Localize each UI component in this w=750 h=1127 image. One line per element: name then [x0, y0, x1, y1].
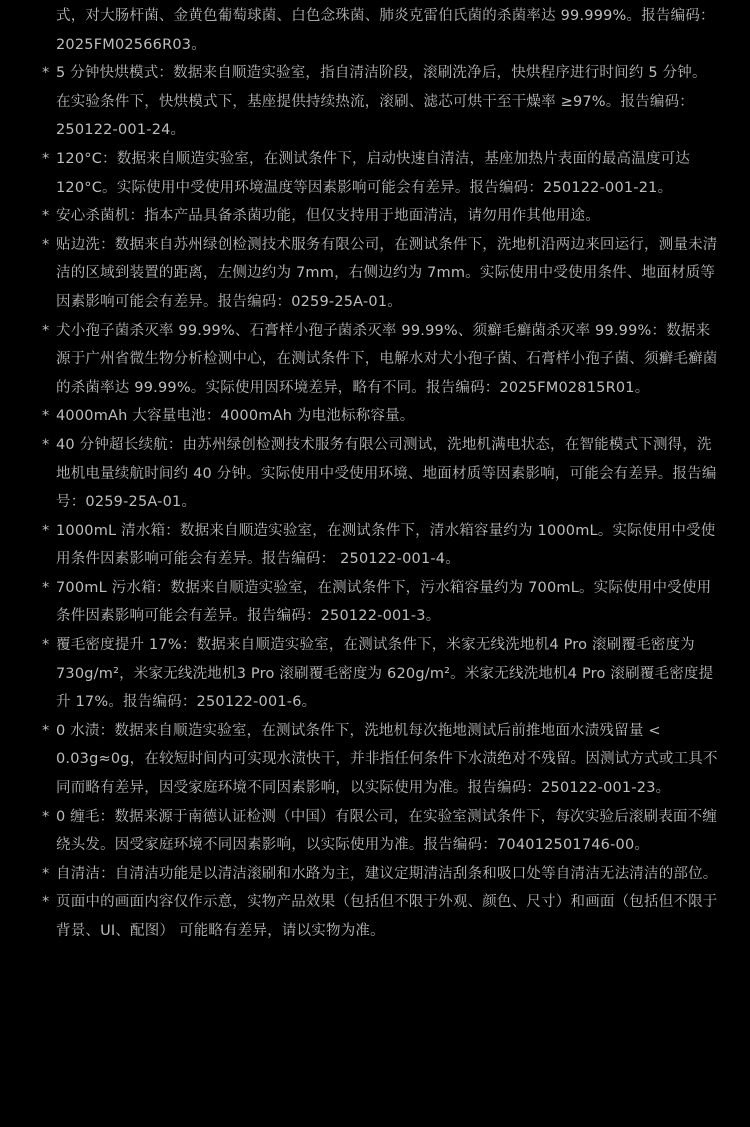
note-item: [0, 860, 750, 889]
asterisk-bullet: *: [42, 408, 50, 425]
note-item: [0, 574, 750, 631]
note-item: [0, 431, 750, 517]
note-text: 5 分钟快烘模式：数据来自顺造实验室，指自清洁阶段，滚刷洗净后，快烘程序进行时间约 5 分钟。在实验条件下，快烘模式下，基座提供持续热流，滚刷、滤芯可烘干至干燥率 ≥97%。报告编码：250122-001-24。: [56, 65, 707, 139]
note-text: 40 分钟超长续航：由苏州绿创检测技术服务有限公司测试，洗地机满电状态，在智能模式下测得，洗地机电量续航时间约 40 分钟。实际使用中受使用环境、地面材质等因素影响，可能会有差异。报告编号：0259-25A-01。: [56, 436, 717, 511]
note-item: [0, 717, 750, 803]
note-item: [0, 402, 750, 431]
note-text: 安心杀菌机：指本产品具备杀菌功能，但仅支持用于地面清洁，请勿用作其他用途。: [56, 208, 600, 225]
asterisk-bullet: *: [42, 894, 50, 911]
asterisk-bullet: *: [42, 236, 50, 253]
asterisk-bullet: *: [42, 208, 50, 225]
note-text: 700mL 污水箱：数据来自顺造实验室，在测试条件下，污水箱容量约为 700mL。实际使用中受使用条件因素影响可能会有差异。报告编码：250122-001-3。: [56, 579, 712, 625]
note-item: [0, 631, 750, 717]
asterisk-bullet: *: [42, 436, 50, 453]
note-text: 0 缠毛：数据来源于南德认证检测（中国）有限公司，在实验室测试条件下，每次实验后滚刷表面不缠绕头发。因受家庭环境不同因素影响，以实际使用为准。报告编码：704012501746-00。: [56, 808, 718, 854]
note-text: 覆毛密度提升 17%：数据来自顺造实验室，在测试条件下，米家无线洗地机4 Pro 滚刷覆毛密度为 730g/m²，米家无线洗地机3 Pro 滚刷覆毛密度为 620g/m²。米家无线洗地机4 Pro 滚刷覆毛密度提升 17%。报告编码：250122-001-6。: [56, 637, 714, 711]
asterisk-bullet: *: [42, 522, 50, 539]
asterisk-bullet: *: [42, 722, 50, 739]
note-item: [0, 888, 750, 945]
note-item: [0, 202, 750, 231]
note-text: 自清洁：自清洁功能是以清洁滚刷和水路为主，建议定期清洁刮条和吸口处等自清洁无法清洁的部位。: [56, 865, 718, 882]
note-text: 0 水渍：数据来自顺造实验室，在测试条件下，洗地机每次拖地测试后前推地面水渍残留量 < 0.03g≈0g，在较短时间内可实现水渍快干，并非指任何条件下水渍绝对不残留。因测试方式或工具不同而略有差异，因受家庭环境不同因素影响，以实际使用为准。报告编码：250122-001-23。: [56, 722, 718, 797]
note-text: 犬小孢子菌杀灭率 99.99%、石膏样小孢子菌杀灭率 99.99%、须癣毛癣菌杀灭率 99.99%：数据来源于广州省微生物分析检测中心，在测试条件下，电解水对犬小孢子菌、石膏样小孢子菌、须癣毛癣菌的杀菌率达 99.99%。实际使用因环境差异，略有不同。报告编码：2025FM02815R01。: [56, 322, 718, 396]
asterisk-bullet: *: [42, 150, 50, 167]
note-text: 页面中的画面内容仅作示意，实物产品效果（包括但不限于外观、颜色、尺寸）和画面（包括但不限于背景、UI、配图） 可能略有差异，请以实物为准。: [56, 894, 718, 939]
asterisk-bullet: *: [42, 865, 50, 882]
note-item: [0, 231, 750, 317]
note-text: 1000mL 清水箱：数据来自顺造实验室，在测试条件下，清水箱容量约为 1000mL。实际使用中受使用条件因素影响可能会有差异。报告编码： 250122-001-4。: [56, 522, 716, 568]
continued-note-text: 式，对大肠杆菌、金黄色葡萄球菌、白色念珠菌、肺炎克雷伯氏菌的杀菌率达 99.999%。报告编码：2025FM02566R03。: [56, 8, 715, 53]
note-text: 120°C：数据来自顺造实验室，在测试条件下，启动快速自清洁，基座加热片表面的最高温度可达 120°C。实际使用中受使用环境温度等因素影响可能会有差异。报告编码：250122-001-21。: [56, 150, 691, 196]
note-item: [0, 145, 750, 202]
asterisk-bullet: *: [42, 637, 50, 654]
note-item: [0, 803, 750, 860]
note-item: [0, 59, 750, 145]
note-text: 贴边洗：数据来自苏州绿创检测技术服务有限公司，在测试条件下，洗地机沿两边来回运行，测量未清洁的区域到装置的距离，左侧边约为 7mm，右侧边约为 7mm。实际使用中受使用条件、地面材质等因素影响可能会有差异。报告编码：0259-25A-01。: [56, 236, 718, 310]
asterisk-bullet: *: [42, 808, 50, 825]
asterisk-bullet: *: [42, 65, 50, 82]
note-item: [0, 317, 750, 403]
asterisk-bullet: *: [42, 579, 50, 596]
note-text: 4000mAh 大容量电池：4000mAh 为电池标称容量。: [56, 408, 415, 425]
note-item: [0, 517, 750, 574]
notes-list: [0, 59, 750, 945]
asterisk-bullet: *: [42, 322, 50, 339]
